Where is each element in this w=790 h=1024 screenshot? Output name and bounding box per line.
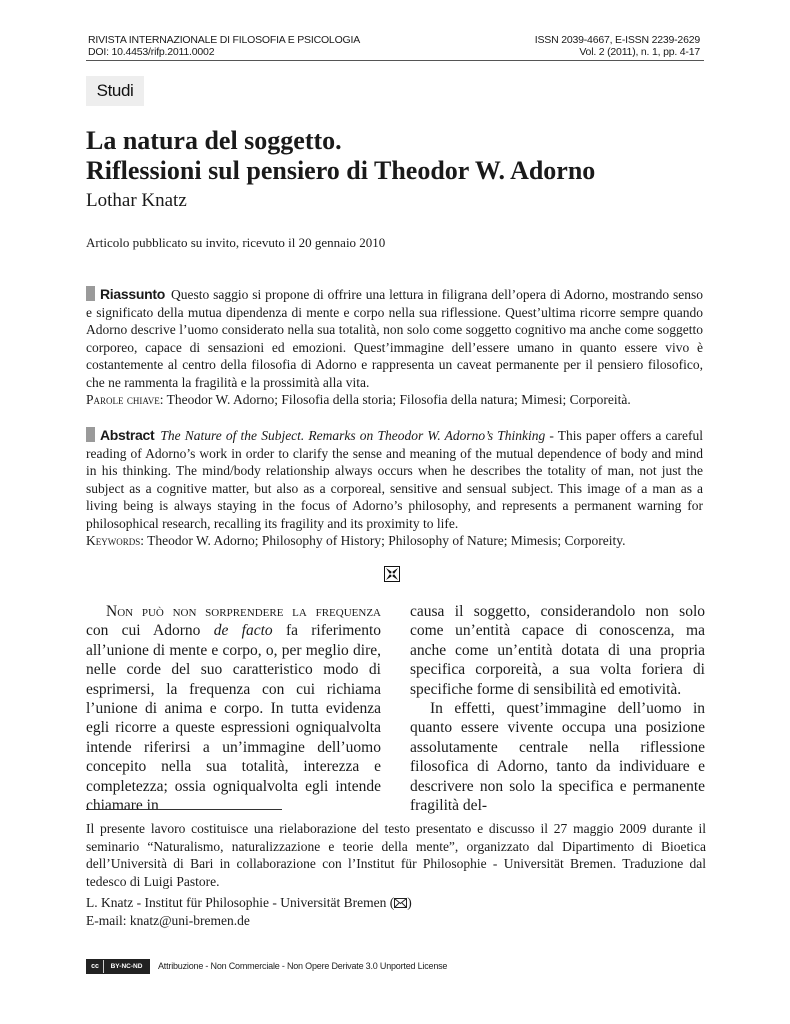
opening-smallcaps: Non può non sorprendere la frequenza <box>106 603 381 620</box>
section-ornament-icon <box>384 566 400 582</box>
section-tag: Studi <box>86 76 144 106</box>
journal-name: RIVISTA INTERNAZIONALE DI FILOSOFIA E PSICOLOGIA <box>88 34 361 46</box>
volume-info: Vol. 2 (2011), n. 1, pp. 4-17 <box>579 46 700 58</box>
issn: ISSN 2039-4667, E-ISSN 2239-2629 <box>534 34 700 46</box>
title-line-1: La natura del soggetto. <box>86 126 342 155</box>
journal-header <box>88 34 360 58</box>
keywords-label: Keywords: <box>86 533 144 548</box>
body-text: fa riferimento all’unione di mente e corpo, o, per meglio dire, nelle corde del suo caratteristico modo di esprimersi, la frequenza con cui richiama l’unione di anima e corpo. In tutta evidenza egli ricorre a queste espressioni ogniqualvolta intende riferirsi a un’immagine dell’uomo concepito nella sua totalità, interezza e completezza; ossia ogniqualvolta egli intende chiamare in <box>86 622 381 815</box>
body-column-left <box>86 602 381 815</box>
abstract-text: - This paper offers a careful reading of Adorno’s work in order to clarify the sense and meaning of the mutual dependence of body and mind in his thinking. The mind/body relationship always occurs when he describes the totality of man, not just the subject as a cognitive matter, but also as a corporeal, sensitive and sensual subject. This image of a man as a living being is always staying in the focus of Adorno’s philosophy, and represents a permanent warning for philosophical research, recalling its fragility and its proximity to life. <box>86 428 703 531</box>
header-divider <box>86 60 704 61</box>
body-column-right <box>410 602 705 815</box>
article-note: Articolo pubblicato su invito, ricevuto il 20 gennaio 2010 <box>86 235 386 250</box>
cc-license-badge[interactable] <box>86 959 150 974</box>
body-paragraph <box>86 602 381 815</box>
doi[interactable]: DOI: 10.4453/rifp.2011.0002 <box>88 46 215 58</box>
footnote-text: Il presente lavoro costituisce una rielaborazione del testo presentato e discusso il 27 maggio 2009 durante il seminario “Naturalismo, naturalizzazione e teorie della mente”, organizzato dal Dipartimento di Bioetica dell’Università di Bari in collaborazione con l’Institut für Philosophie - Universität Bremen. Traduzione dal tedesco di Luigi Pastore. <box>86 821 706 889</box>
abstract-label: Abstract <box>100 427 155 443</box>
body-text: con cui Adorno <box>86 622 214 640</box>
author-contact <box>86 894 706 929</box>
keywords-label: Parole chiave: <box>86 392 164 407</box>
riassunto-text: Questo saggio si propone di offrire una lettura in filigrana dell’opera di Adorno, mostrando senso e significato della mutua dipendenza di mente e corpo nella sua riflessione. Quest’ultima ricorre sempre quando Adorno descrive l’uomo considerato nella sua totalità, non solo come soggetto cognitivo ma anche come soggetto corporeo, capace di sensazioni ed emozioni. Quest’immagine dell’essere umano in quanto essere vivo è costantemente al centro della filosofia di Adorno e rappresenta un caveat permanente per il pensiero filosofico, che ne rammenta la fragilità e la prossimità alla vita. <box>86 287 703 390</box>
body-italic: de facto <box>213 622 273 640</box>
cc-logo-icon: cc <box>87 960 103 973</box>
label-marker <box>86 427 95 442</box>
affiliation: L. Knatz - Institut für Philosophie - Universität Bremen ( <box>86 895 395 910</box>
issue-header <box>535 34 700 58</box>
label-marker <box>86 286 95 301</box>
body-paragraph: In effetti, quest’immagine dell’uomo in quanto essere vivente occupa una posizione assolutamente centrale nella riflessione filosofica di Adorno, tanto da individuare e descrivere non solo la specifica e permanente fragilità del- <box>410 700 705 815</box>
body-paragraph: causa il soggetto, considerandolo non solo come un’entità capace di conoscenza, ma anche come un’entità dotata di una propria specifica corporeità, a sua volta foriera di specifiche forme di sensibilità ed emotività. <box>410 603 705 698</box>
abstract-title: The Nature of the Subject. Remarks on Theodor W. Adorno’s Thinking <box>160 428 546 443</box>
envelope-icon[interactable] <box>394 898 407 908</box>
riassunto-label: Riassunto <box>100 286 165 302</box>
article-title <box>86 126 726 186</box>
keywords-text: Theodor W. Adorno; Filosofia della storia; Filosofia della natura; Mimesi; Corporeità. <box>166 392 631 407</box>
abstract-block <box>86 427 703 550</box>
title-line-2: Riflessioni sul pensiero di Theodor W. Adorno <box>86 156 596 185</box>
license-text: Attribuzione - Non Commerciale - Non Opere Derivate 3.0 Unported License <box>158 961 448 971</box>
footnote-divider <box>86 809 282 810</box>
affiliation-end: ) <box>407 895 412 910</box>
author-name: Lothar Knatz <box>86 190 187 211</box>
riassunto-block <box>86 286 703 409</box>
cc-badge-text: BY-NC-ND <box>104 960 149 973</box>
email[interactable]: E-mail: knatz@uni-bremen.de <box>86 912 250 928</box>
keywords-text: Theodor W. Adorno; Philosophy of History; Philosophy of Nature; Mimesis; Corporeity. <box>147 533 626 548</box>
